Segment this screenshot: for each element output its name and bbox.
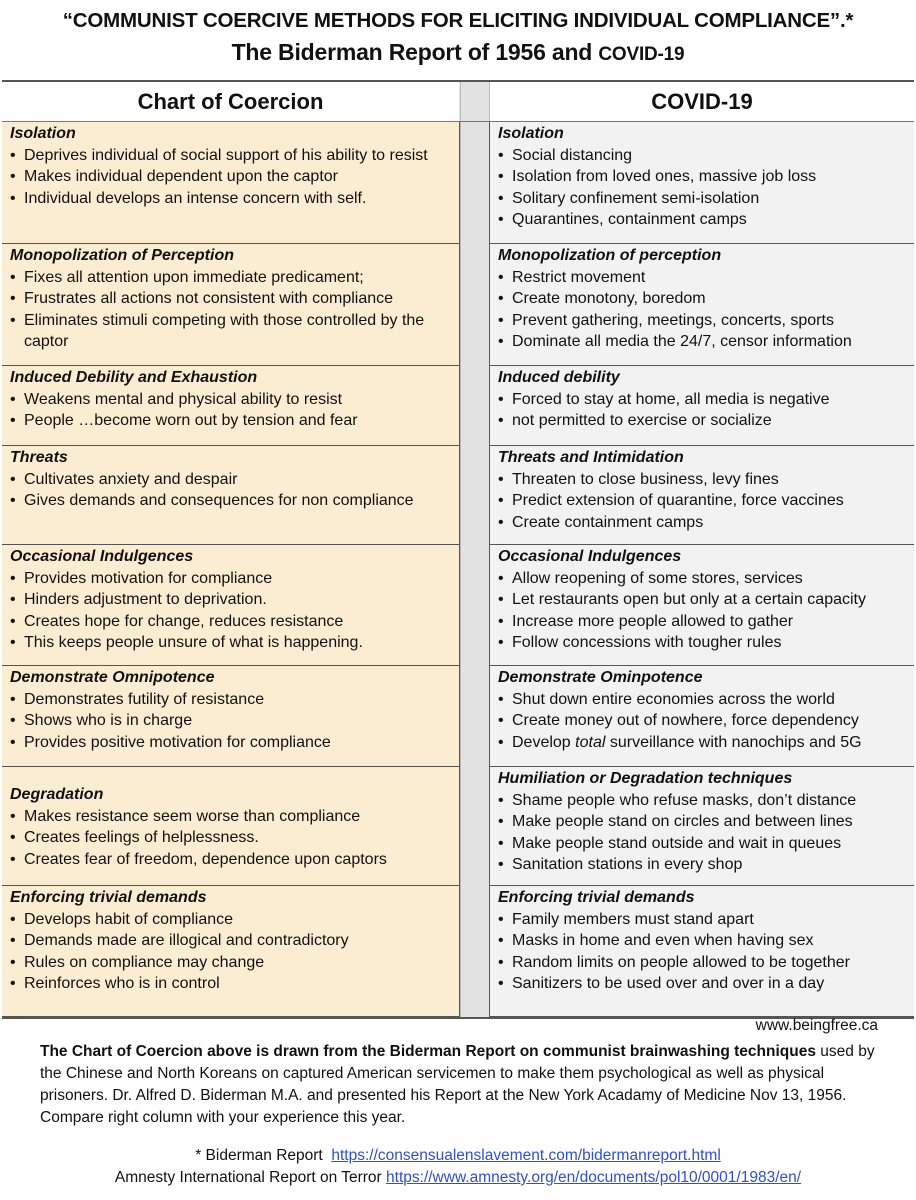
bullet-icon: • [498,733,504,751]
right-section-item [498,288,910,310]
right-section-item-text: Solitary confinement semi-isolation [512,189,760,207]
right-section-item-text: Social distancing [512,146,633,164]
left-section-item-text: Demonstrates futility of resistance [24,690,265,708]
left-section-item [10,930,455,952]
bullet-icon: • [10,390,16,408]
left-section [2,767,460,886]
right-section [489,545,914,666]
bullet-icon: • [498,189,504,207]
left-section-item [10,611,455,633]
right-section-item-text: Sanitizers to be used over and over in a day [512,975,825,992]
right-section-item-text: Isolation from loved ones, massive job loss [512,168,817,185]
left-section-item [10,568,455,590]
left-section-item-text: Creates hope for change, reduces resistance [24,612,344,630]
left-section [2,666,460,767]
bullet-icon: • [10,591,16,608]
right-section-item-text: Let restaurants open but only at a certain capacity [512,591,866,608]
right-section-item-text: Develop total surveillance with nanochips and 5G [512,733,862,751]
left-section-item-text: Deprives individual of social support of his ability to resist [24,146,428,164]
right-section-item-text: Quarantines, containment camps [512,211,747,228]
left-section [2,366,460,446]
bullet-icon: • [498,910,504,928]
left-section-title: Occasional Indulgences [10,548,194,565]
right-column [489,122,914,1017]
left-section-title: Induced Debility and Exhaustion [10,369,258,386]
right-section-item [498,732,910,754]
bullet-icon: • [10,146,16,164]
left-section-item-text: Individual develops an intense concern with self. [24,189,367,207]
left-section-item [10,310,455,353]
right-section-item [498,909,910,931]
bullet-icon: • [498,932,504,949]
bullet-icon: • [498,813,504,830]
bullet-icon: • [10,189,16,207]
bullet-icon: • [498,953,504,971]
right-section-item [498,310,910,332]
bullet-icon: • [498,470,504,488]
left-section-item-text: Creates feelings of helplessness. [24,829,259,846]
right-section-item-text: Create containment camps [512,513,704,531]
right-section-item [498,689,910,711]
left-section-title: Threats [10,449,68,466]
left-section-item-text: People …become worn out by tension and fear [24,412,358,429]
left-column-header: Chart of Coercion [2,82,459,121]
left-section-item-text: This keeps people unsure of what is happening. [24,634,363,651]
left-section-item-text: Makes resistance seem worse than compliance [24,807,361,825]
left-section-item-text: Provides positive motivation for compliance [24,733,331,751]
right-section-item [498,952,910,974]
footer-paragraph-rest: used by the Chinese and North Koreans on captured American servicemen to make them psychological as well as physical prisoners. Dr. Alfred D. Biderman M.A. and presented his Report at the New York Acadamy of Medicine Nov 13, 1956. Compare right column with your experience this year. [40,1043,875,1126]
right-section-item-text: Masks in home and even when having sex [512,932,814,949]
bullet-icon: • [10,268,16,286]
right-section-item [498,389,910,411]
right-section-item-text: Restrict movement [512,268,646,286]
bullet-icon: • [498,290,504,307]
right-section-item-text: Create money out of nowhere, force dependency [512,712,859,729]
right-section-item [498,589,910,611]
bullet-icon: • [10,168,16,185]
bullet-icon: • [498,168,504,185]
right-section-item [498,490,910,512]
bullet-icon: • [498,791,504,809]
bullet-icon: • [498,268,504,286]
right-section-item-text: Predict extension of quarantine, force vaccines [512,492,844,509]
reference-biderman-label: * Biderman Report [195,1147,323,1164]
right-section-item [498,930,910,952]
bullet-icon: • [10,829,16,846]
left-section-item-text: Gives demands and consequences for non compliance [24,492,414,509]
left-section-item [10,490,455,512]
bullet-icon: • [10,733,16,751]
left-section-title: Monopolization of Perception [10,247,234,264]
right-section-item-text: not permitted to exercise or socialize [512,412,772,429]
bullet-icon: • [498,975,504,992]
bullet-icon: • [498,856,504,873]
left-section-item-text: Shows who is in charge [24,712,193,729]
left-column [2,122,460,1017]
left-section-item-text: Creates fear of freedom, dependence upon captors [24,850,387,868]
bullet-icon: • [498,390,504,408]
right-section-item [498,710,910,732]
left-section-title: Isolation [10,125,76,142]
right-section-item [498,145,910,167]
left-section-item-text: Eliminates stimuli competing with those controlled by the captor [24,311,425,350]
left-section [2,886,460,1017]
bullet-icon: • [498,690,504,708]
right-section-item [498,833,910,855]
title-line-2-small: COVID-19 [598,44,685,65]
left-section-item [10,806,455,828]
page-header [0,0,916,78]
title-line-2-main: The Biderman Report of 1956 and [231,39,593,65]
bullet-icon: • [10,850,16,868]
reference-biderman-link[interactable]: https://consensualenslavement.com/bidermanreport.html [331,1147,721,1164]
right-section-item [498,410,910,432]
left-section-item [10,188,455,210]
left-section-item [10,267,455,289]
right-section-title: Monopolization of perception [498,247,722,264]
bullet-icon: • [498,146,504,164]
reference-biderman [0,1147,916,1165]
bullet-icon: • [10,807,16,825]
bullet-icon: • [498,834,504,852]
right-section-title: Threats and Intimidation [498,449,684,466]
left-section-item [10,145,455,167]
left-section-item [10,410,455,432]
column-gutter [460,82,490,1017]
right-section-title: Isolation [498,125,564,142]
left-section-title: Enforcing trivial demands [10,889,207,906]
left-section-item-text: Makes individual dependent upon the captor [24,168,338,185]
right-section-item [498,469,910,491]
left-section-item-text: Cultivates anxiety and despair [24,470,238,488]
bullet-icon: • [10,634,16,651]
right-section-title: Induced debility [498,369,620,386]
bullet-icon: • [498,569,504,587]
title-line-2 [0,39,916,66]
left-section-item-text: Fixes all attention upon immediate predicament; [24,268,364,286]
reference-amnesty-link[interactable]: https://www.amnesty.org/en/documents/pol10/0001/1983/en/ [386,1169,802,1186]
bullet-icon: • [498,333,504,350]
left-section-item [10,710,455,732]
right-section [489,366,914,446]
bullet-icon: • [498,311,504,329]
right-section-item [498,331,910,353]
bullet-icon: • [10,975,16,992]
right-section [489,886,914,1017]
right-section-item-text: Family members must stand apart [512,910,754,928]
bullet-icon: • [10,492,16,509]
bullet-icon: • [10,712,16,729]
right-section-item [498,632,910,654]
bullet-icon: • [10,290,16,307]
right-section-item-text: Allow reopening of some stores, services [512,569,803,587]
right-section-item-text: Forced to stay at home, all media is negative [512,390,830,408]
right-section-item [498,188,910,210]
right-section-title: Enforcing trivial demands [498,889,695,906]
bullet-icon: • [498,712,504,729]
footer-paragraph [40,1041,890,1129]
bullet-icon: • [10,311,16,329]
right-section-item-text: Shut down entire economies across the world [512,690,835,708]
bullet-icon: • [498,211,504,228]
right-section [489,666,914,767]
source-site: www.beingfree.ca [755,1017,878,1034]
left-section-item [10,689,455,711]
left-section-item-text: Provides motivation for compliance [24,569,273,587]
right-section-item [498,568,910,590]
right-section [489,767,914,886]
left-section-item [10,909,455,931]
right-section [489,122,914,244]
left-section [2,545,460,666]
bullet-icon: • [498,634,504,651]
left-section-title: Degradation [10,786,104,803]
right-section-item-text: Dominate all media the 24/7, censor information [512,333,852,350]
left-section-item [10,589,455,611]
left-section-item [10,827,455,849]
right-section-item [498,512,910,534]
bullet-icon: • [10,953,16,971]
left-section-item-text: Reinforces who is in control [24,975,220,992]
bullet-icon: • [10,910,16,928]
left-section [2,244,460,366]
left-section-item [10,166,455,188]
left-section-item [10,849,455,871]
right-section-item-text: Make people stand on circles and between lines [512,813,853,830]
right-section-item-text: Random limits on people allowed to be together [512,953,850,971]
left-section-item-text: Develops habit of compliance [24,910,234,928]
left-section [2,122,460,244]
left-section-item-text: Frustrates all actions not consistent with compliance [24,290,394,307]
left-section-item [10,288,455,310]
bullet-icon: • [10,612,16,630]
reference-amnesty [0,1169,916,1187]
right-column-header: COVID-19 [490,82,914,121]
left-section-item [10,973,455,995]
right-section-item [498,973,910,995]
right-section-title: Occasional Indulgences [498,548,682,565]
right-section-item-text: Prevent gathering, meetings, concerts, sports [512,311,834,329]
right-section [489,446,914,545]
bullet-icon: • [10,932,16,949]
page-footer [0,1017,916,1200]
bullet-icon: • [498,591,504,608]
right-section-item-text: Increase more people allowed to gather [512,612,794,630]
bullet-icon: • [498,412,504,429]
right-section-item-text: Create monotony, boredom [512,290,706,307]
comparison-table [2,80,914,1019]
left-section-item [10,952,455,974]
left-section-item [10,632,455,654]
bullet-icon: • [498,612,504,630]
bullet-icon: • [498,492,504,509]
left-section-item-text: Rules on compliance may change [24,953,265,971]
right-section-item [498,166,910,188]
right-section-item-text: Follow concessions with tougher rules [512,634,782,651]
bullet-icon: • [10,412,16,429]
right-section-item-text: Threaten to close business, levy fines [512,470,779,488]
right-section-title: Demonstrate Ominpotence [498,669,703,686]
bullet-icon: • [10,470,16,488]
right-section-item [498,854,910,876]
right-section-item-text: Make people stand outside and wait in queues [512,834,842,852]
right-section-item [498,209,910,231]
reference-amnesty-label: Amnesty International Report on Terror [114,1169,382,1186]
left-section-item [10,732,455,754]
right-section [489,244,914,366]
right-section-item [498,611,910,633]
left-section-item-text: Demands made are illogical and contradictory [24,932,349,949]
bullet-icon: • [10,569,16,587]
bullet-icon: • [10,690,16,708]
right-section-item [498,267,910,289]
footer-paragraph-bold: The Chart of Coercion above is drawn from the Biderman Report on communist brainwashing techniques [40,1043,816,1060]
left-section-title: Demonstrate Omnipotence [10,669,215,686]
right-section-item [498,790,910,812]
left-section-item-text: Hinders adjustment to deprivation. [24,591,267,608]
right-section-item-text: Shame people who refuse masks, don’t distance [512,791,857,809]
right-section-item-text: Sanitation stations in every shop [512,856,743,873]
left-section [2,446,460,545]
bullet-icon: • [498,513,504,531]
left-section-item [10,389,455,411]
title-line-1: “COMMUNIST COERCIVE METHODS FOR ELICITING INDIVIDUAL COMPLIANCE”.* [62,9,854,32]
right-section-title: Humiliation or Degradation techniques [498,770,793,787]
right-section-item [498,811,910,833]
left-section-item [10,469,455,491]
left-section-item-text: Weakens mental and physical ability to resist [24,390,343,408]
